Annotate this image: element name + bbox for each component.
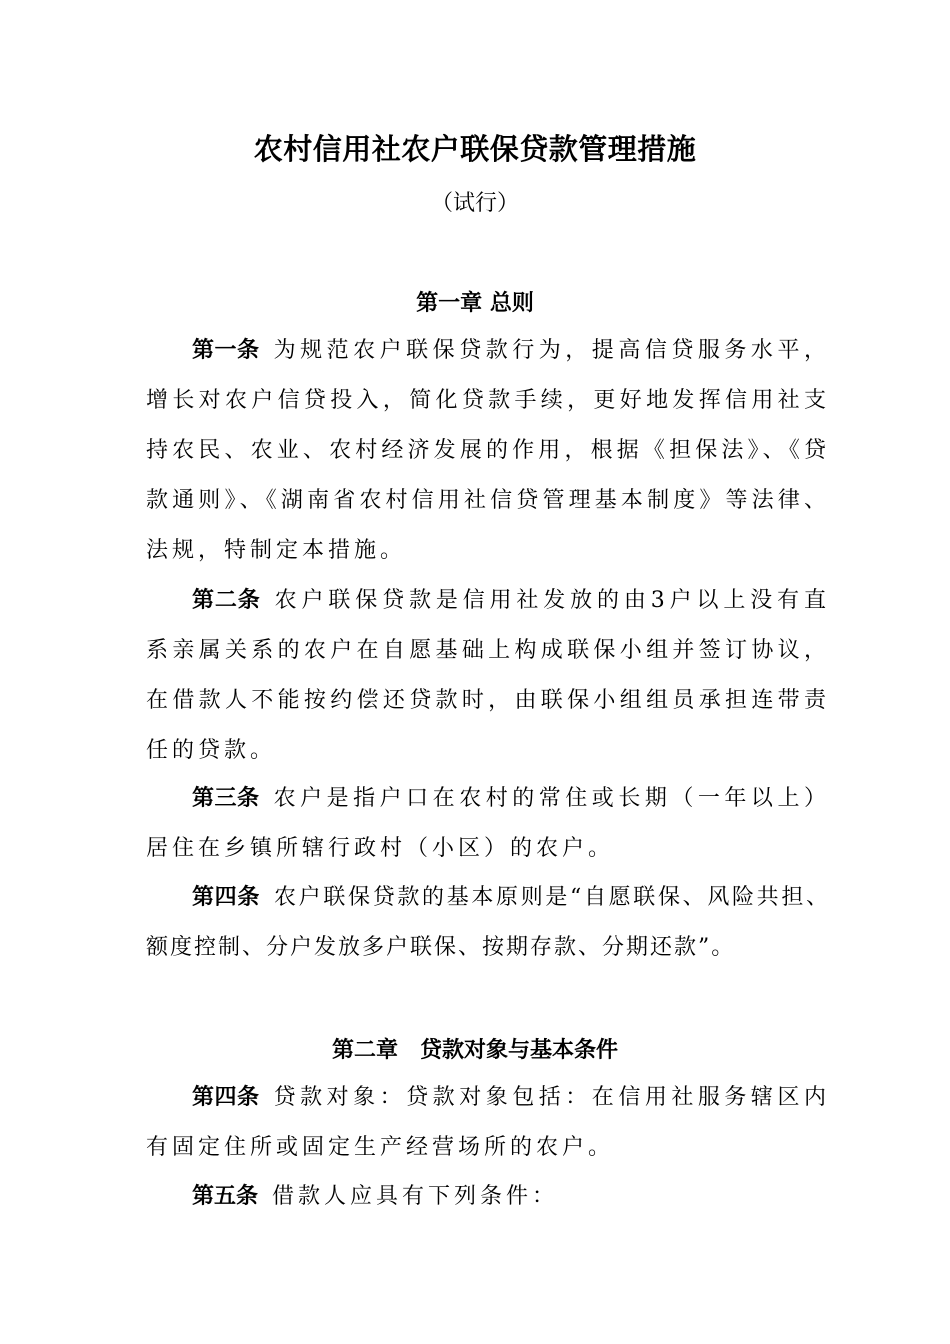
document-subtitle: （试行）	[430, 191, 519, 216]
article-label: 第五条	[192, 1184, 259, 1209]
article-paragraph	[146, 576, 830, 776]
article-text: 借款人应具有下列条件：	[272, 1184, 559, 1209]
chapter-2-heading: 第二章 贷款对象与基本条件	[331, 1038, 618, 1063]
article-text: 为规范农户联保贷款行为，提高信贷服务水平，增长对农户信贷投入，简化贷款手续，更好地发挥信用社支持农民、农业、农村经济发展的作用，根据《担保法》、《贷款通则》、《湖南省农村信用社信贷管理基本制度》等法律、法规，特制定本措施。	[146, 338, 830, 563]
article-label: 第二条	[192, 588, 261, 613]
document-title: 农村信用社农户联保贷款管理措施	[253, 132, 697, 166]
article-paragraph	[146, 1172, 830, 1222]
chapter-1-heading: 第一章 总则	[416, 291, 534, 316]
article-text: 贷款对象：贷款对象包括：在信用社服务辖区内有固定住所或固定生产经营场所的农户。	[146, 1085, 830, 1160]
article-paragraph	[146, 1073, 830, 1173]
article-text: 农户是指户口在农村的常住或长期（一年以上）居住在乡镇所辖行政村（小区）的农户。	[146, 786, 830, 861]
article-paragraph	[146, 774, 830, 874]
article-label: 第四条	[192, 885, 261, 910]
article-label: 第一条	[192, 338, 260, 363]
article-label: 第三条	[192, 786, 260, 811]
article-paragraph	[146, 873, 830, 973]
article-label: 第四条	[192, 1085, 260, 1110]
article-text: 农户联保贷款的基本原则是“自愿联保、风险共担、额度控制、分户发放多户联保、按期存款、分期还款”。	[146, 885, 830, 960]
article-paragraph	[146, 326, 830, 576]
article-text: 农户联保贷款是信用社发放的由3户以上没有直系亲属关系的农户在自愿基础上构成联保小组并签订协议，在借款人不能按约偿还贷款时，由联保小组组员承担连带责任的贷款。	[146, 588, 830, 763]
